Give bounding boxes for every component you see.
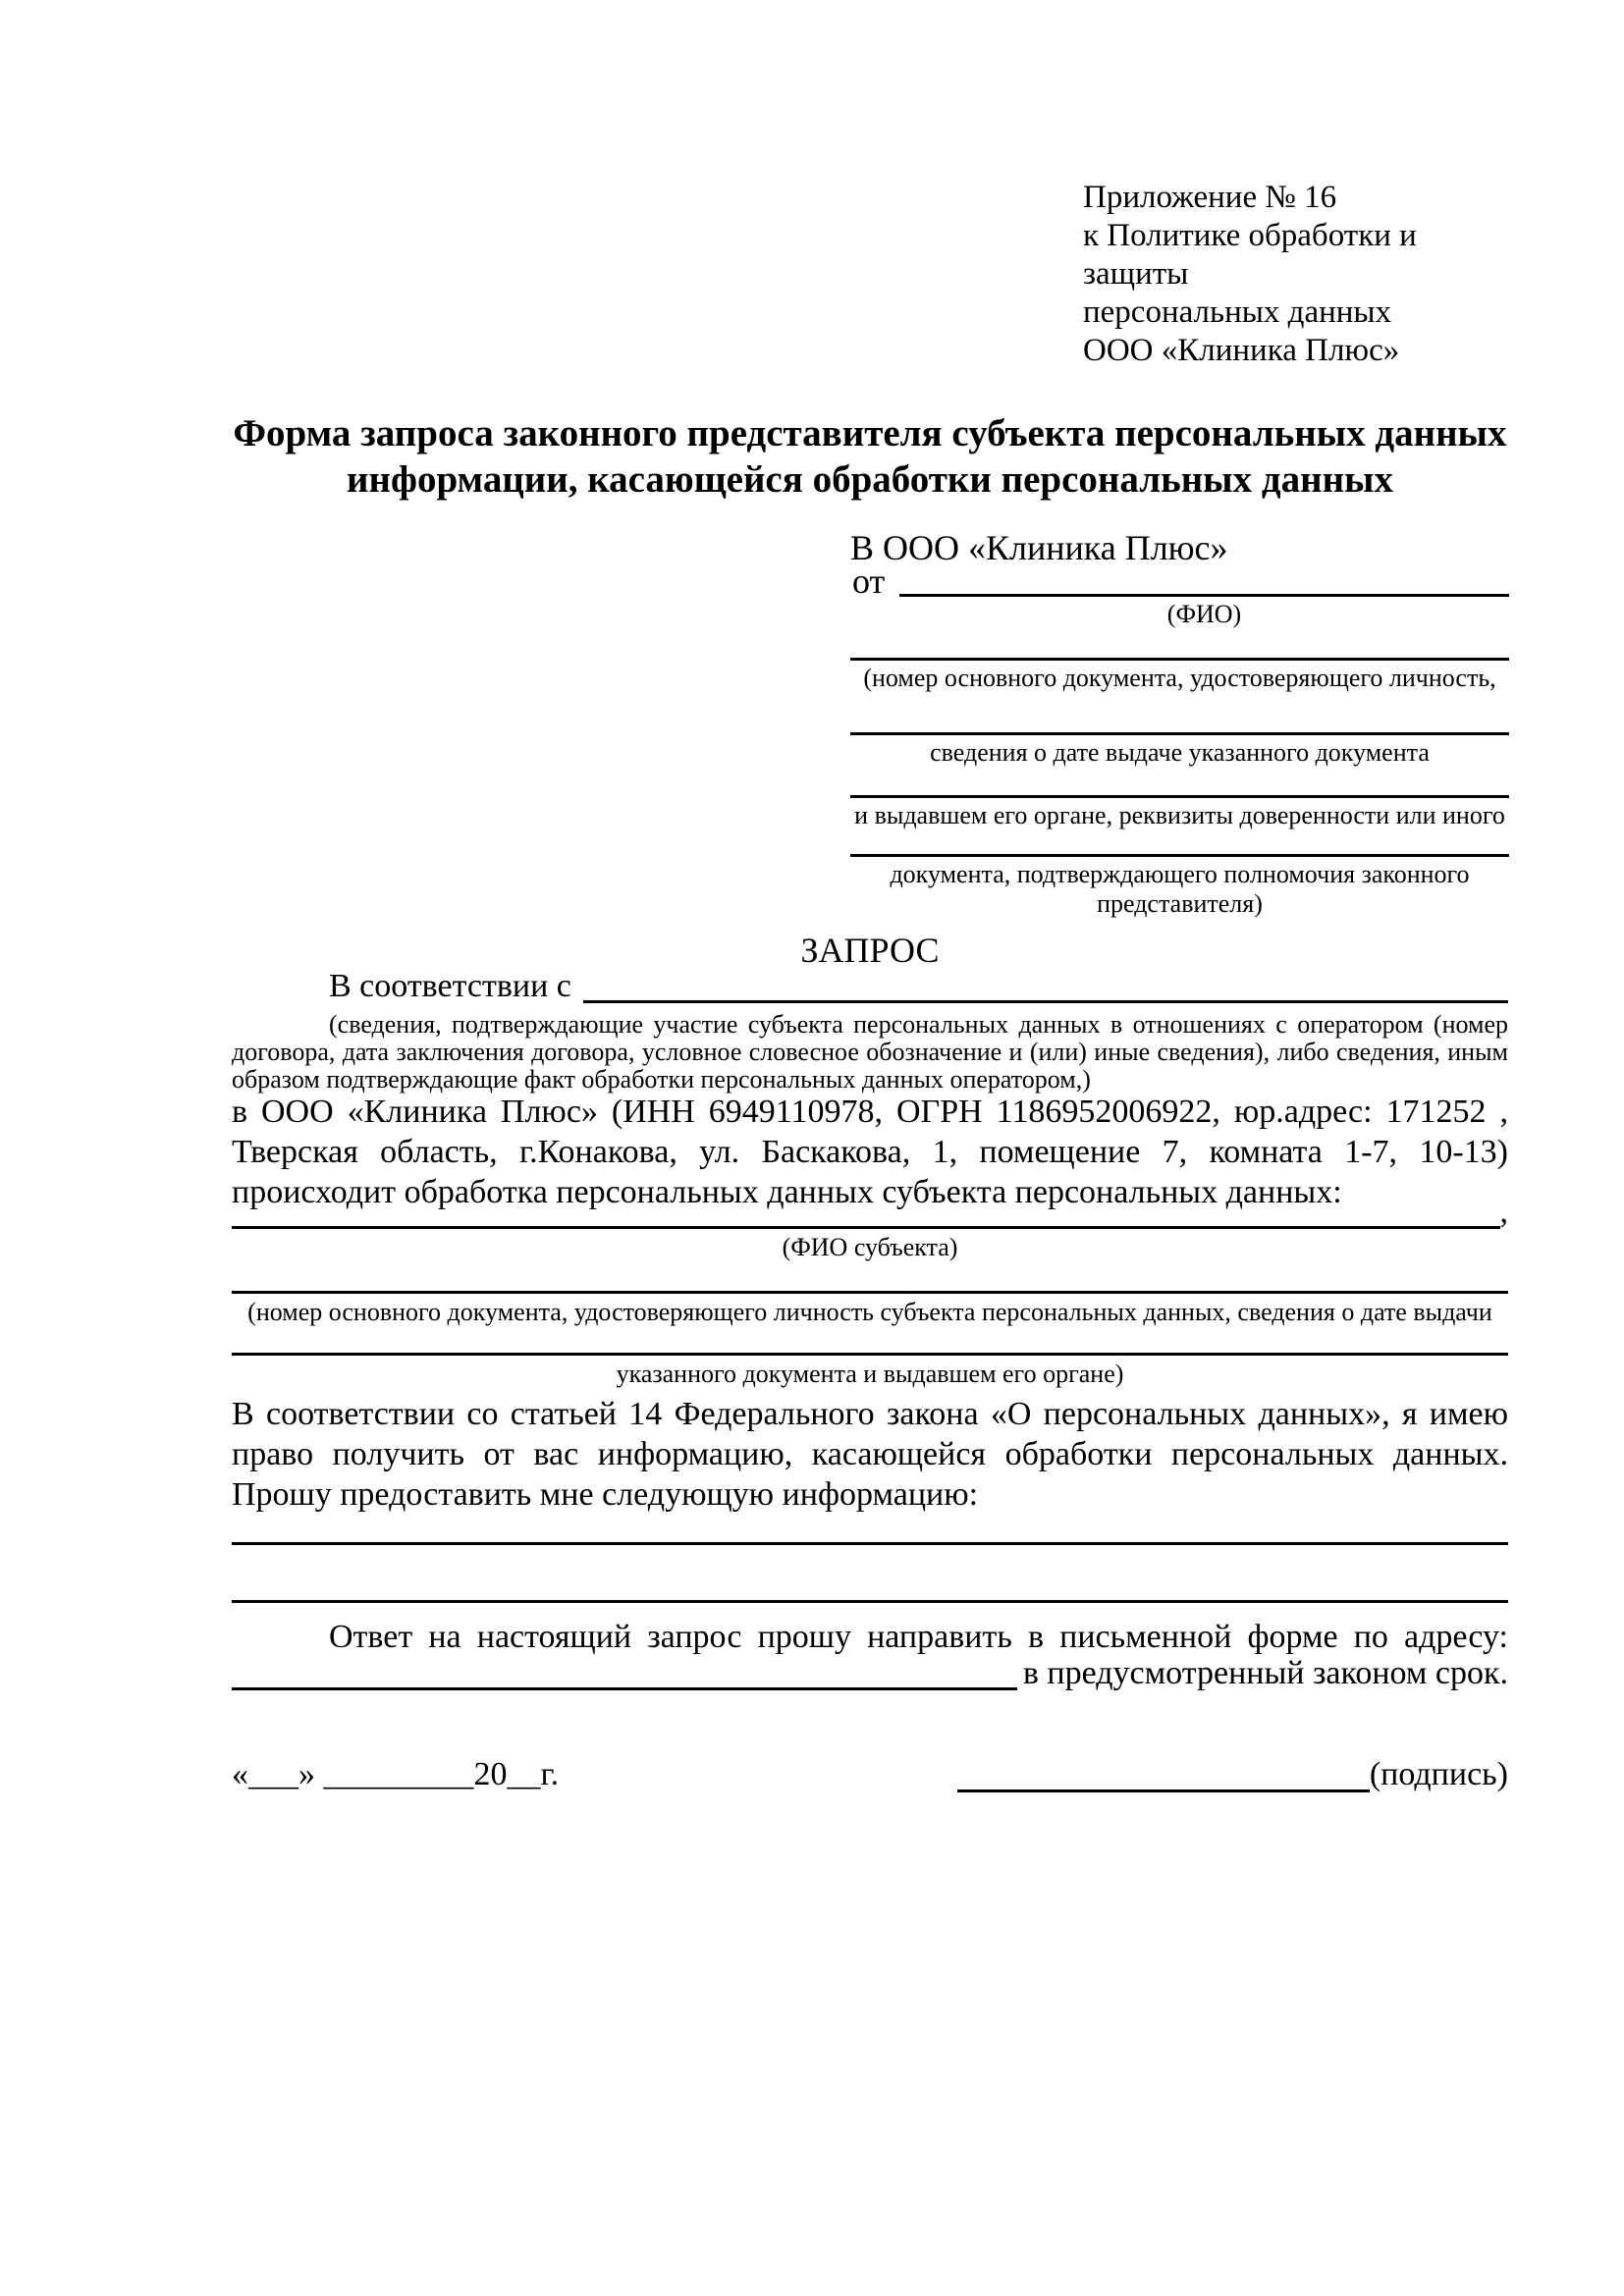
- caption-fio: (ФИО): [1166, 600, 1242, 628]
- fill-in-line: [850, 854, 1509, 857]
- signature-caption: (подпись): [1369, 1755, 1508, 1792]
- fill-in-line: [232, 1291, 1508, 1294]
- caption-representative-authority: документа, подтверждающего полномочия законного представителя): [890, 860, 1470, 918]
- request-heading: ЗАПРОС: [800, 931, 940, 970]
- addressee-block: [850, 528, 1509, 919]
- reply-address-row: [232, 1657, 1508, 1690]
- subject-fio-row: [232, 1194, 1508, 1230]
- signature-line: [957, 1783, 1370, 1792]
- fill-in-line: [232, 1353, 1508, 1356]
- fill-in-line: [583, 993, 1508, 1003]
- appendix-line: к Политике обработки и защиты: [1083, 218, 1417, 292]
- from-row: [850, 561, 1509, 601]
- appendix-line: персональных данных: [1083, 294, 1392, 330]
- law-paragraph: В соответствии со статьей 14 Федерального закона «О персональных данных», я имею право получить от вас информацию, касающейся обработки персональных данных. Прошу предоставить мне следующую информацию:: [232, 1396, 1508, 1513]
- comma: ,: [1499, 1194, 1508, 1230]
- fill-in-line: [850, 658, 1509, 661]
- fill-in-line: [232, 1600, 1508, 1603]
- addressee-to: В ООО «Клиника Плюс»: [850, 528, 1228, 567]
- operator-paragraph: в ООО «Клиника Плюс» (ИНН 6949110978, ОГРН 1186952006922, юр.адрес: 171252 , Тверская область, г.Конакова, ул. Баскакова, 1, помещение 7, комната 1-7, 10-13) происходит обработка персональных данных субъекта персональных данных:: [232, 1094, 1508, 1210]
- reply-tail: в предусмотренный законом срок.: [1022, 1655, 1508, 1691]
- title-line: Форма запроса законного представителя субъекта персональных данных: [233, 412, 1507, 454]
- fill-in-line: [899, 594, 1509, 597]
- intro-row: [232, 968, 1508, 1003]
- title-line: информации, касающейся обработки персональных данных: [347, 458, 1393, 501]
- fill-in-line: [232, 1542, 1508, 1545]
- caption-subject-document-2: указанного документа и выдавшем его органе): [616, 1360, 1124, 1388]
- reply-paragraph: Ответ на настоящий запрос прошу направить в письменной форме по адресу:: [329, 1619, 1508, 1655]
- appendix-line: ООО «Клиника Плюс»: [1083, 333, 1400, 368]
- intro-label: В соответствии с: [329, 968, 571, 1004]
- fill-in-line: [850, 795, 1509, 798]
- caption-issue-date: сведения о дате выдаче указанного документа: [930, 738, 1430, 767]
- signature-block: [957, 1756, 1508, 1792]
- intro-caption: (сведения, подтверждающие участие субъекта персональных данных в отношениях с оператором (номер договора, дата заключения договора, условное словесное обозначение и (или) иные сведения), либо сведения, иным образом подтверждающие факт обработки персональных данных оператором,): [232, 1010, 1508, 1094]
- footer-row: [232, 1753, 1508, 1792]
- caption-subject-fio: (ФИО субъекта): [782, 1233, 958, 1261]
- from-label: от: [852, 561, 886, 601]
- caption-subject-document-1: (номер основного документа, удостоверяющего личность субъекта персональных данных, сведения о дате выдачи: [247, 1298, 1492, 1326]
- date-field: «___» _________20__г.: [232, 1755, 560, 1792]
- fill-in-line: [232, 1681, 1017, 1690]
- caption-issuing-authority: и выдавшем его органе, реквизиты доверенности или иного: [854, 801, 1505, 829]
- document-title: [232, 410, 1508, 503]
- appendix-line: Приложение № 16: [1083, 180, 1337, 215]
- appendix-block: [1083, 179, 1515, 370]
- caption-id-document: (номер основного документа, удостоверяющего личность,: [863, 664, 1496, 692]
- fill-in-line: [232, 1219, 1500, 1229]
- fill-in-line: [850, 732, 1509, 735]
